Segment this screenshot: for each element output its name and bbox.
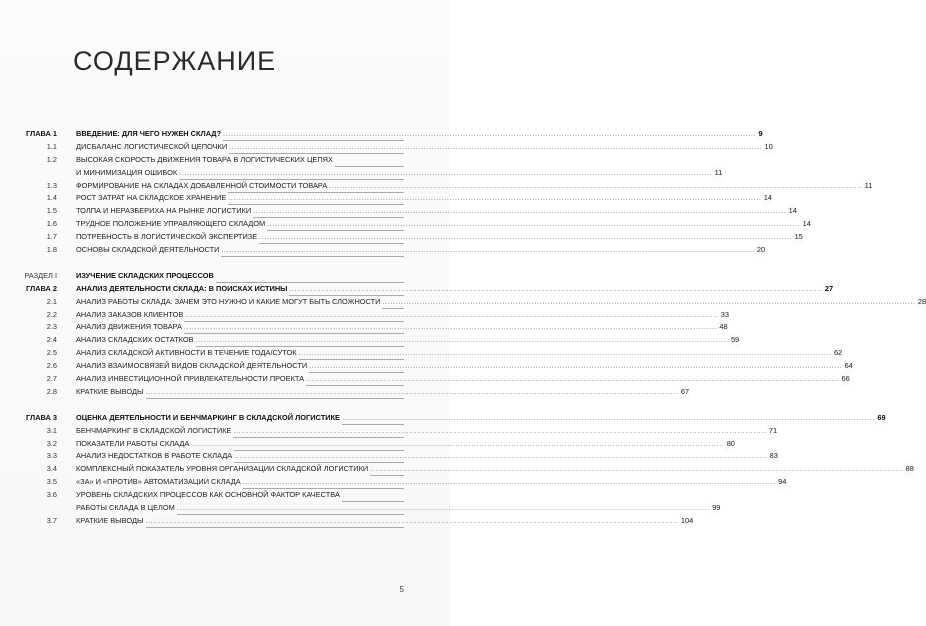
- entry-number: 2.3: [46, 322, 57, 332]
- entry-number: РАЗДЕЛ I: [24, 270, 57, 280]
- entry-page-number: 11: [713, 167, 723, 180]
- dot-leader: ........................................................................................................................................................................................................: [242, 480, 777, 487]
- dot-leader: ........................................................................................................................................................................................................: [289, 286, 823, 293]
- entry-title: ПОКАЗАТЕЛИ РАБОТЫ СКЛАДА: [76, 438, 191, 451]
- entry-title: РОСТ ЗАТРАТ НА СКЛАДСКОЕ ХРАНЕНИЕ: [76, 192, 228, 205]
- entry-number: 1.5: [46, 206, 57, 216]
- dot-leader: ........................................................................................................................................................................................................: [267, 222, 801, 229]
- dot-leader: ........................................................................................................................................................................................................: [191, 441, 725, 448]
- dot-leader: ........................................................................................................................................................................................................: [253, 209, 787, 216]
- entry-text-line: [76, 412, 886, 425]
- dot-leader: ........................................................................................................................................................................................................: [145, 389, 679, 396]
- group-gap: [0, 257, 450, 270]
- entry-text-line: [76, 347, 843, 360]
- dot-leader: ........................................................................................................................................................................................................: [234, 454, 768, 461]
- entry-title: АНАЛИЗ ЗАКАЗОВ КЛИЕНТОВ: [76, 309, 185, 322]
- toc-chapter-row[interactable]: [0, 412, 886, 425]
- toc-entry-row[interactable]: [0, 386, 690, 399]
- entry-title: ВЫСОКАЯ СКОРОСТЬ ДВИЖЕНИЯ ТОВАРА В ЛОГИСТИЧЕСКИХ ЦЕПЯХ: [76, 154, 335, 167]
- dot-leader: ........................................................................................................................................................................................................: [179, 170, 713, 177]
- entry-page-number: 71: [767, 425, 777, 438]
- entry-title: АНАЛИЗ ИНВЕСТИЦИОННОЙ ПРИВЛЕКАТЕЛЬНОСТИ ПРОЕКТА: [76, 373, 306, 386]
- dot-leader: ........................................................................................................................................................................................................: [221, 248, 755, 255]
- toc-entry-row[interactable]: [0, 231, 803, 244]
- entry-text-line: [76, 154, 404, 167]
- toc-chapter-row[interactable]: [0, 128, 763, 141]
- dot-leader: ........................................................................................................................................................................................................: [176, 506, 711, 513]
- toc-entry-row[interactable]: [0, 347, 843, 360]
- entry-text-line: [76, 244, 766, 257]
- entry-number: ГЛАВА 1: [26, 129, 57, 138]
- entry-page-number: 48: [717, 321, 727, 334]
- entry-page-number: 15: [793, 231, 803, 244]
- toc-entry-row[interactable]: [0, 373, 850, 386]
- entry-page-number: 67: [679, 386, 689, 399]
- entry-page-number: 94: [776, 476, 786, 489]
- entry-number: 1.8: [46, 245, 57, 255]
- entry-title: КРАТКИЕ ВЫВОДЫ: [76, 515, 146, 528]
- toc-entry-row[interactable]: [0, 450, 778, 463]
- entry-page-number: 14: [787, 205, 797, 218]
- entry-title: АНАЛИЗ ДВИЖЕНИЯ ТОВАРА: [76, 321, 184, 334]
- entry-title: АНАЛИЗ ДЕЯТЕЛЬНОСТИ СКЛАДА: В ПОИСКАХ ИСТИНЫ: [76, 283, 289, 296]
- entry-text-line: [76, 373, 850, 386]
- entry-text-line: [76, 425, 778, 438]
- toc-chapter-row[interactable]: [0, 283, 834, 296]
- entry-text-line: [76, 386, 690, 399]
- entry-number: 2.8: [46, 386, 57, 396]
- entry-title: АНАЛИЗ СКЛАДСКИХ ОСТАТКОВ: [76, 334, 196, 347]
- entry-page-number: 10: [763, 141, 773, 154]
- toc-entry-row[interactable]: [0, 244, 766, 257]
- entry-title: БЕНЧМАРКИНГ В СКЛАДСКОЙ ЛОГИСТИКЕ: [76, 425, 233, 438]
- entry-text-line: [76, 296, 926, 309]
- entry-title: ФОРМИРОВАНИЕ НА СКЛАДАХ ДОБАВЛЕННОЙ СТОИМОСТИ ТОВАРА: [76, 180, 329, 193]
- dot-leader: ........................................................................................................................................................................................................: [223, 132, 757, 138]
- entry-title: ОСНОВЫ СКЛАДСКОЙ ДЕЯТЕЛЬНОСТИ: [76, 244, 221, 257]
- toc-entry-row[interactable]: [0, 438, 735, 451]
- entry-number: 3.4: [46, 464, 57, 474]
- dot-leader: ........................................................................................................................................................................................................: [341, 415, 876, 422]
- entry-page-number: 62: [832, 347, 842, 360]
- entry-text-line: [76, 167, 723, 180]
- entry-number: ГЛАВА 3: [26, 412, 57, 422]
- entry-title: «ЗА» И «ПРОТИВ» АВТОМАТИЗАЦИИ СКЛАДА: [76, 476, 243, 489]
- entry-text-line: [76, 489, 404, 502]
- toc-entry-row[interactable]: [0, 425, 778, 438]
- toc-entry-row[interactable]: [0, 360, 853, 373]
- entry-page-number: 9: [757, 128, 763, 141]
- dot-leader: ........................................................................................................................................................................................................: [382, 299, 916, 306]
- entry-text-line: [76, 283, 834, 296]
- entry-number: 2.1: [46, 296, 57, 306]
- entry-number: 2.6: [46, 361, 57, 371]
- entry-text-line: [76, 438, 735, 451]
- entry-title: АНАЛИЗ РАБОТЫ СКЛАДА: ЗАЧЕМ ЭТО НУЖНО И КАКИЕ МОГУТ БЫТЬ СЛОЖНОСТИ: [76, 296, 382, 309]
- toc-entry-row[interactable]: [0, 489, 450, 502]
- toc-entry-row[interactable]: [0, 515, 694, 528]
- entry-page-number: 14: [801, 218, 811, 231]
- entry-text-line: [76, 360, 853, 373]
- entry-number: 1.4: [46, 193, 57, 203]
- entry-title: ТРУДНОЕ ПОЛОЖЕНИЕ УПРАВЛЯЮЩЕГО СКЛАДОМ: [76, 218, 267, 231]
- dot-leader: ........................................................................................................................................................................................................: [329, 183, 863, 190]
- entry-number: 3.7: [46, 515, 57, 525]
- entry-title: РАБОТЫ СКЛАДА В ЦЕЛОМ: [76, 502, 177, 515]
- entry-page-number: 64: [843, 360, 853, 373]
- entry-text-line: [76, 450, 778, 463]
- entry-page-number: 99: [710, 502, 720, 515]
- dot-leader: ........................................................................................................................................................................................................: [195, 338, 729, 345]
- entry-number: 1.7: [46, 232, 57, 242]
- dot-leader: ........................................................................................................................................................................................................: [229, 144, 763, 151]
- entry-page-number: 20: [755, 244, 765, 257]
- dot-leader: ........................................................................................................................................................................................................: [145, 518, 679, 525]
- entry-title: ПОТРЕБНОСТЬ В ЛОГИСТИЧЕСКОЙ ЭКСПЕРТИЗЕ: [76, 231, 259, 244]
- dot-leader: ........................................................................................................................................................................................................: [184, 325, 718, 332]
- entry-title: АНАЛИЗ ВЗАИМОСВЯЗЕЙ ВИДОВ СКЛАДСКОЙ ДЕЯТЕЛЬНОСТИ: [76, 360, 309, 373]
- entry-title: ДИСБАЛАНС ЛОГИСТИЧЕСКОЙ ЦЕПОЧКИ: [76, 141, 229, 154]
- entry-number: ГЛАВА 2: [26, 283, 57, 293]
- table-of-contents: [0, 128, 926, 528]
- entry-text-line: [76, 270, 404, 283]
- toc-entry-row[interactable]: [0, 334, 740, 347]
- entry-title: КОМПЛЕКСНЫЙ ПОКАЗАТЕЛЬ УРОВНЯ ОРГАНИЗАЦИИ СКЛАДСКОЙ ЛОГИСТИКИ: [76, 463, 370, 476]
- toc-entry-row[interactable]: [0, 296, 926, 309]
- entry-text-line: [76, 321, 728, 334]
- entry-page-number: 14: [762, 192, 772, 205]
- entry-text-line: [76, 192, 772, 205]
- toc-entry-row[interactable]: [0, 180, 873, 193]
- toc-entry-row[interactable]: [0, 167, 723, 180]
- entry-number: 2.2: [46, 309, 57, 319]
- entry-title: ВВЕДЕНИЕ: ДЛЯ ЧЕГО НУЖЕН СКЛАД?: [76, 128, 223, 141]
- toc-entry-row[interactable]: [0, 192, 772, 205]
- toc-entry-row[interactable]: [0, 502, 721, 515]
- group-gap: [0, 399, 450, 412]
- dot-leader: ........................................................................................................................................................................................................: [228, 196, 762, 203]
- entry-text-line: [76, 141, 773, 154]
- toc-entry-row[interactable]: [0, 154, 450, 167]
- entry-number: 1.2: [46, 154, 57, 164]
- entry-text-line: [76, 309, 729, 322]
- entry-text-line: [76, 515, 694, 528]
- page-title: СОДЕРЖАНИЕ: [73, 46, 277, 76]
- entry-number: 3.3: [46, 451, 57, 461]
- entry-number: 2.4: [46, 335, 57, 345]
- entry-page-number: 66: [840, 373, 850, 386]
- dot-leader: ........................................................................................................................................................................................................: [309, 364, 843, 371]
- entry-number: 3.2: [46, 438, 57, 448]
- entry-number: 1.1: [46, 141, 57, 151]
- entry-title: ОЦЕНКА ДЕЯТЕЛЬНОСТИ И БЕНЧМАРКИНГ В СКЛАДСКОЙ ЛОГИСТИКЕ: [76, 412, 342, 425]
- entry-title: АНАЛИЗ СКЛАДСКОЙ АКТИВНОСТИ В ТЕЧЕНИЕ ГОДА/СУТОК: [76, 347, 299, 360]
- entry-number: 3.6: [46, 490, 57, 500]
- dot-leader: ........................................................................................................................................................................................................: [298, 351, 832, 358]
- dot-leader: ........................................................................................................................................................................................................: [259, 235, 793, 242]
- toc-entry-row[interactable]: [0, 463, 914, 476]
- page-number: 5: [399, 585, 404, 594]
- entry-text-line: [76, 180, 873, 193]
- toc-entry-row[interactable]: [0, 218, 811, 231]
- dot-leader: ........................................................................................................................................................................................................: [233, 428, 767, 435]
- entry-page-number: 33: [719, 309, 729, 322]
- entry-title: КРАТКИЕ ВЫВОДЫ: [76, 386, 146, 399]
- entry-page-number: 104: [679, 515, 693, 528]
- toc-entry-row[interactable]: [0, 321, 728, 334]
- entry-page-number: 27: [823, 283, 833, 296]
- entry-number: 2.5: [46, 348, 57, 358]
- entry-page-number: 11: [863, 180, 873, 193]
- toc-entry-row[interactable]: [0, 205, 797, 218]
- entry-title: ТОЛПА И НЕРАЗБЕРИХА НА РЫНКЕ ЛОГИСТИКИ: [76, 205, 253, 218]
- toc-entry-row[interactable]: [0, 141, 773, 154]
- dot-leader: ........................................................................................................................................................................................................: [370, 467, 904, 474]
- toc-section-row[interactable]: [0, 270, 450, 283]
- dot-leader: ........................................................................................................................................................................................................: [306, 377, 840, 384]
- entry-text-line: [76, 463, 914, 476]
- entry-number: 1.3: [46, 180, 57, 190]
- entry-number: 2.7: [46, 374, 57, 384]
- entry-page-number: 59: [729, 334, 739, 347]
- entry-title: УРОВЕНЬ СКЛАДСКИХ ПРОЦЕССОВ КАК ОСНОВНОЙ ФАКТОР КАЧЕСТВА: [76, 489, 342, 502]
- entry-text-line: [76, 334, 740, 347]
- entry-text-line: [76, 218, 811, 231]
- entry-number: 1.6: [46, 219, 57, 229]
- entry-page-number: 80: [725, 438, 735, 451]
- entry-page-number: 69: [875, 412, 885, 425]
- entry-number: 3.1: [46, 425, 57, 435]
- entry-number: 3.5: [46, 477, 57, 487]
- toc-entry-row[interactable]: [0, 476, 787, 489]
- entry-text-line: [76, 476, 787, 489]
- entry-title: И МИНИМИЗАЦИЯ ОШИБОК: [76, 167, 179, 180]
- entry-text-line: [76, 502, 721, 515]
- entry-title: ИЗУЧЕНИЕ СКЛАДСКИХ ПРОЦЕССОВ: [76, 270, 216, 283]
- toc-entry-row[interactable]: [0, 309, 729, 322]
- dot-leader: ........................................................................................................................................................................................................: [185, 312, 719, 319]
- entry-title: АНАЛИЗ НЕДОСТАТКОВ В РАБОТЕ СКЛАДА: [76, 450, 234, 463]
- entry-page-number: 28: [916, 296, 926, 309]
- entry-text-line: [76, 128, 763, 141]
- entry-page-number: 83: [768, 450, 778, 463]
- entry-text-line: [76, 231, 803, 244]
- entry-text-line: [76, 205, 797, 218]
- entry-page-number: 88: [904, 463, 914, 476]
